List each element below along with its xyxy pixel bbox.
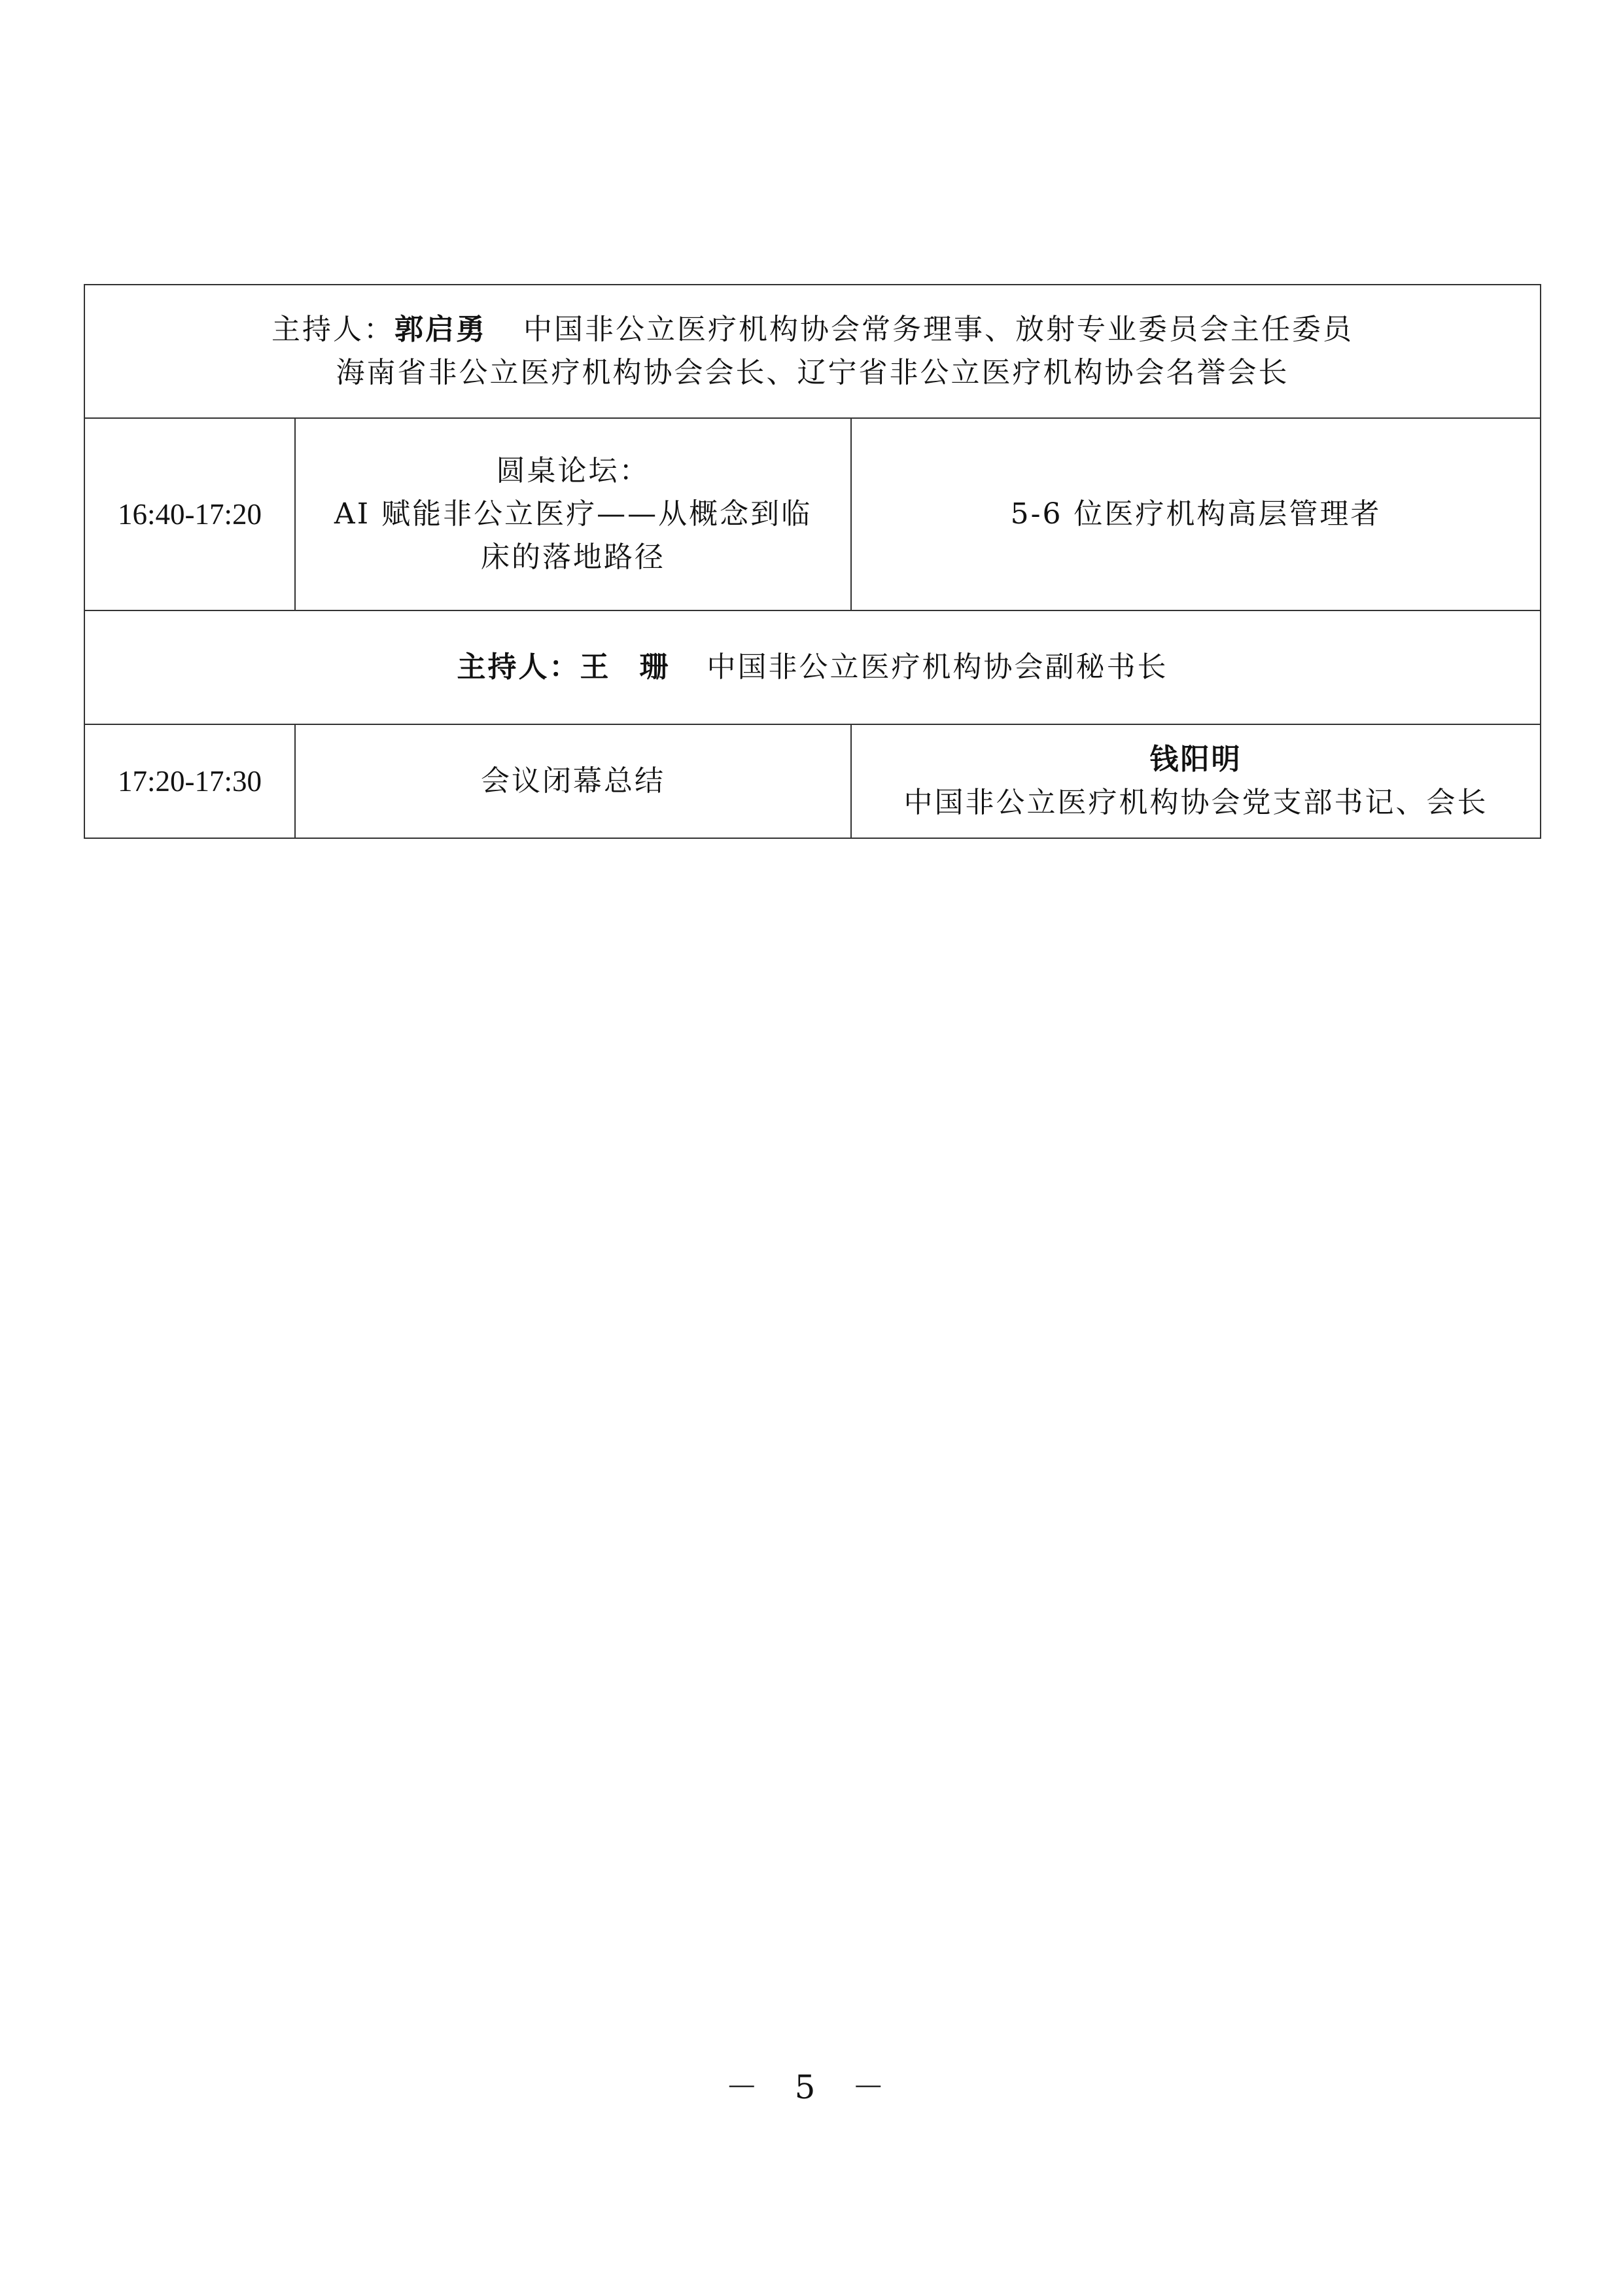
host-title-line2: 海南省非公立医疗机构协会会长、辽宁省非公立医疗机构协会名誉会长 (336, 356, 1289, 389)
agenda-table (84, 284, 1541, 839)
host-prefix: 主持人： (271, 313, 394, 346)
session-time: 17:20-17:30 (84, 724, 295, 838)
host-cell (84, 610, 1541, 724)
session-speaker (851, 724, 1541, 838)
session-topic-line3: 床的落地路径 (481, 540, 665, 574)
host-prefix: 主持人： (457, 650, 580, 684)
host-row (84, 610, 1541, 724)
session-topic-line2: AI 赋能非公立医疗——从概念到临 (334, 497, 812, 531)
host-cell (84, 285, 1541, 418)
host-name-part2: 珊 (639, 650, 671, 684)
host-name: 郭启勇 (394, 313, 487, 346)
session-topic: 会议闭幕总结 (295, 724, 851, 838)
host-line (98, 308, 1527, 351)
session-topic (295, 418, 851, 610)
host-row (84, 285, 1541, 418)
session-time: 16:40-17:20 (84, 418, 295, 610)
host-name-part1: 王 (580, 650, 611, 684)
host-title-line1: 中国非公立医疗机构协会常务理事、放射专业委员会主任委员 (523, 313, 1353, 346)
session-row (84, 418, 1541, 610)
session-topic-line1: 圆桌论坛： (496, 454, 650, 487)
session-speaker: 5-6 位医疗机构高层管理者 (851, 418, 1541, 610)
session-speaker-title: 中国非公立医疗机构协会党支部书记、会长 (903, 786, 1488, 819)
page-number: － 5 － (725, 2068, 898, 2106)
host-title: 中国非公立医疗机构协会副秘书长 (707, 650, 1168, 684)
session-row (84, 724, 1541, 838)
session-speaker-name: 钱阳明 (1149, 743, 1242, 776)
